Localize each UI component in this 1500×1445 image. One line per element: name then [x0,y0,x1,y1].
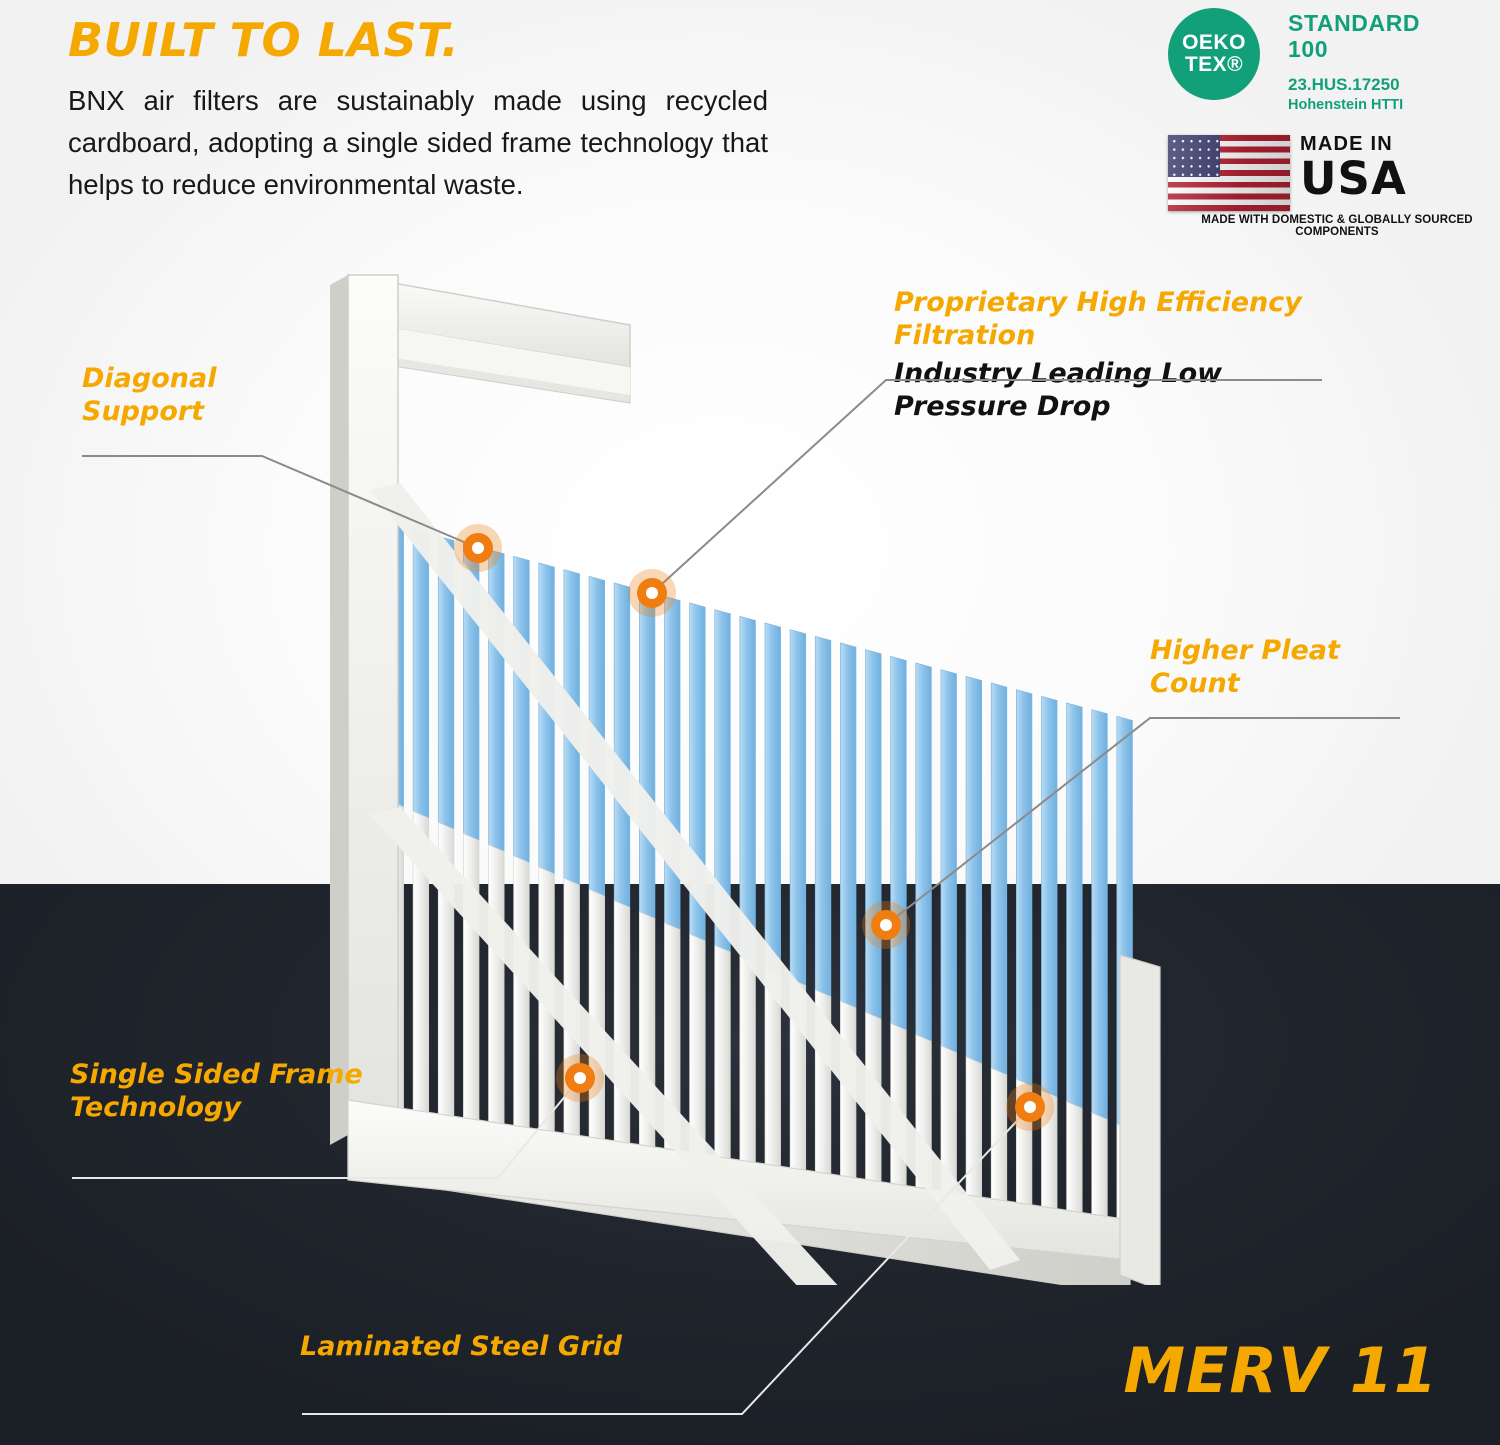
oeko-standard-line2: 100 [1288,36,1329,62]
oeko-cert-number: 23.HUS.17250 [1288,75,1400,94]
callout-pleat-count-title: Higher Pleat Count [1150,635,1340,699]
oeko-tex-badge-icon [1168,8,1260,100]
usa-disclaimer: MADE WITH DOMESTIC & GLOBALLY SOURCED COMPONENTS [1201,214,1473,238]
callout-filtration-subtitle: Industry Leading Low Pressure Drop [894,358,1223,422]
oeko-label-line2: TEX® [1184,53,1244,76]
callout-single-sided-frame [70,1058,470,1124]
usa-flag-icon [1168,135,1290,211]
oeko-institute: Hohenstein HTTI [1288,97,1404,113]
callout-diagonal-support [82,362,332,428]
callout-laminated-steel-grid [300,1330,730,1363]
page-title: BUILT TO LAST. [68,13,460,67]
callout-higher-pleat-count [1150,634,1420,700]
oeko-standard-line1: STANDARD [1288,10,1421,36]
oeko-label-line1: OEKO [1182,31,1246,54]
callout-single-sided-frame-title: Single Sided Frame Technology [70,1059,363,1123]
callout-high-efficiency-filtration [894,286,1314,423]
callout-diagonal-support-title: Diagonal Support [82,363,217,427]
callout-filtration-title: Proprietary High Efficiency Filtration [894,287,1302,351]
merv-rating-label: MERV 11 [1123,1334,1438,1407]
callout-laminated-steel-grid-title: Laminated Steel Grid [300,1331,622,1362]
usa-label: USA [1300,152,1407,205]
header-body: BNX air filters are sustainably made using recycled cardboard, adopting a single sided frame technology that helps to reduce environmental waste. [68,85,768,200]
oeko-tex-text-block [1288,10,1488,114]
header-block [68,14,768,206]
made-in-label: MADE IN [1300,133,1393,155]
made-in-usa-text [1300,133,1500,203]
